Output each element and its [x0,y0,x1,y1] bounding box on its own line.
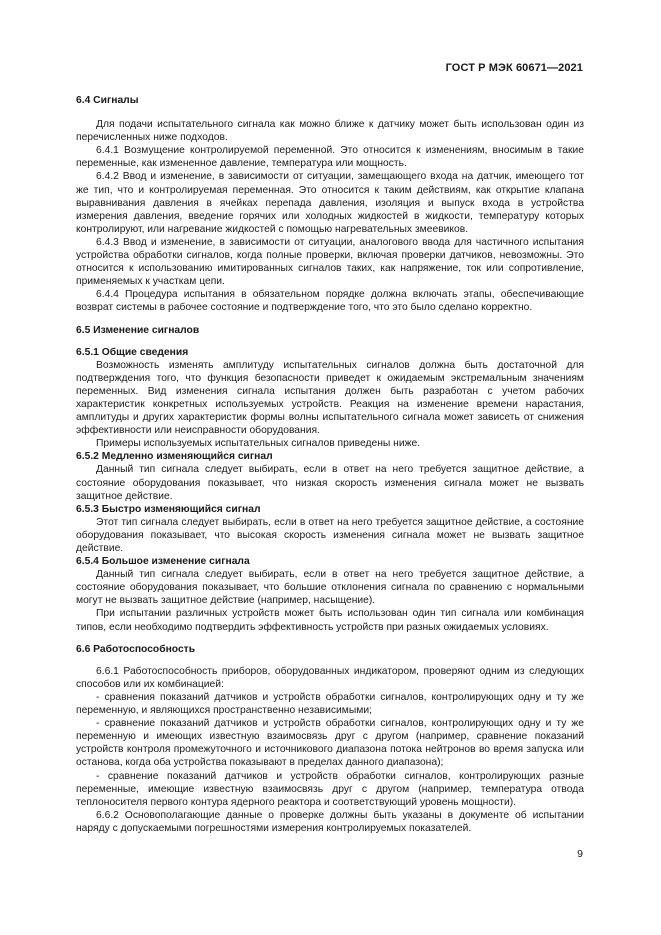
clause-6-4-2: 6.4.2 Ввод и изменение, в зависимости от ситуации, замещающего входа на датчик, имеющего тот же тип, что и контролируемая переменная. Это относится к таким действиям, как открытие клапана выравнивания давления в ячейках перепада давления, изоляция и выпуск входа в устройства измерения давления, введение горячих или холодных жидкостей в жидкости, температуру которых контролируют, или нагревание жидкостей с помощью нагревательных змеевиков. [76,171,584,235]
clause-6-6-1-item-3: - сравнение показаний датчиков и устройств обработки сигналов, контролирующих разные переменные, имеющие известную взаимосвязь друг с другом (например, температура отвода теплоносителя первого контура ядерного реактора и соответствующий уровень мощности). [76,770,584,808]
clause-6-4-1: 6.4.1 Возмущение контролируемой переменной. Это относится к изменениям, вносимым в такие переменные, как измененное давление, температура или мощность. [76,145,584,170]
subsection-6-5-3-paragraph: Этот тип сигнала следует выбирать, если в ответ на него требуется защитное действие, а состояние оборудования показывает, что высокая скорость изменения сигнала может не вызвать защитное действие. [76,516,584,554]
standard-header: ГОСТ Р МЭК 60671—2021 [445,62,583,74]
clause-6-6-1: 6.6.1 Работоспособность приборов, оборудованных индикатором, проверяют одним из следующих способов или их комбинацией: [76,665,584,690]
clause-6-4-3: 6.4.3 Ввод и изменение, в зависимости от ситуации, аналогового ввода для частичного испытания устройства обработки сигналов, когда полные проверки, включая проверки датчиков, невозможны. Это относится к использованию имитированных сигналов таких, как напряжение, ток или сопротивление, применяемых к участкам цепи. [76,236,584,288]
subsection-6-5-1-paragraph-2: Примеры используемых испытательных сигналов приведены ниже. [96,438,421,450]
clause-6-6-2: 6.6.2 Основополагающие данные о проверке должны быть указаны в документе об испытании наряду с допускаемыми погрешностями измерения контролируемых показателей. [76,809,584,834]
subsection-6-5-4-heading: 6.5.4 Большое изменение сигнала [76,556,250,568]
document-body [76,94,584,835]
subsection-6-5-4-paragraph-1: Данный тип сигнала следует выбирать, если в ответ на него требуется защитное действие, а состояние оборудования показывает, что большие отклонения сигнала по сравнению с нормальными могут не вызвать защитное действие (например, насыщение). [76,569,584,607]
clause-6-6-1-item-1: - сравнения показаний датчиков и устройств обработки сигналов, контролирующих одну и ту же переменную, и являющихся пространственно независимыми; [76,691,584,717]
section-6-6-heading: 6.6 Работоспособность [76,643,196,655]
clause-6-6-1-item-2: - сравнение показаний датчиков и устройств обработки сигналов, контролирующих одну и ту же переменную и имеющих известную взаимосвязь друг с другом (например, сравнение показаний устройств контроля промежуточного и источникового диапазона потока нейтронов во время запуска или останова, когда оба устройства показывают в пределах данного диапазона); [76,718,584,769]
subsection-6-5-4-paragraph-2: При испытании различных устройств может быть использован один тип сигнала или комбинация типов, если необходимо подтвердить эффективность устройств при разных ожидаемых условиях. [76,608,584,633]
section-6-4-heading: 6.4 Сигналы [76,95,139,106]
subsection-6-5-1-heading: 6.5.1 Общие сведения [76,346,189,358]
section-6-5-heading: 6.5 Изменение сигналов [76,324,200,336]
page-number: 9 [577,848,583,860]
clause-6-4-4: 6.4.4 Процедура испытания в обязательном порядке должна включать этапы, обеспечивающие возврат системы в рабочее состояние и подтверждение того, что это было сделано корректно. [76,289,584,314]
subsection-6-5-3-heading: 6.5.3 Быстро изменяющийся сигнал [76,503,261,515]
section-6-4-intro: Для подачи испытательного сигнала как можно ближе к датчику может быть использован один из перечисленных ниже подходов. [76,119,584,144]
subsection-6-5-2-paragraph: Данный тип сигнала следует выбирать, если в ответ на него требуется защитное действие, а состояние оборудования показывает, что низкая скорость изменения сигнала может не вызвать защитное действие. [76,464,584,502]
subsection-6-5-1-paragraph-1: Возможность изменять амплитуду испытательных сигналов должна быть достаточной для подтверждения того, что функция безопасности приведет к ожидаемым экстремальным значениям переменных. Вид изменения сигнала испытания должен быть разработан с учетом рабочих характеристик конкретных используемых устройств. Реакция на изменение времени нарастания, амплитуды и других характеристик формы волны испытательного сигнала может зависеть от снижения эффективности или неисправности оборудования. [76,359,584,437]
subsection-6-5-2-heading: 6.5.2 Медленно изменяющийся сигнал [76,451,273,463]
